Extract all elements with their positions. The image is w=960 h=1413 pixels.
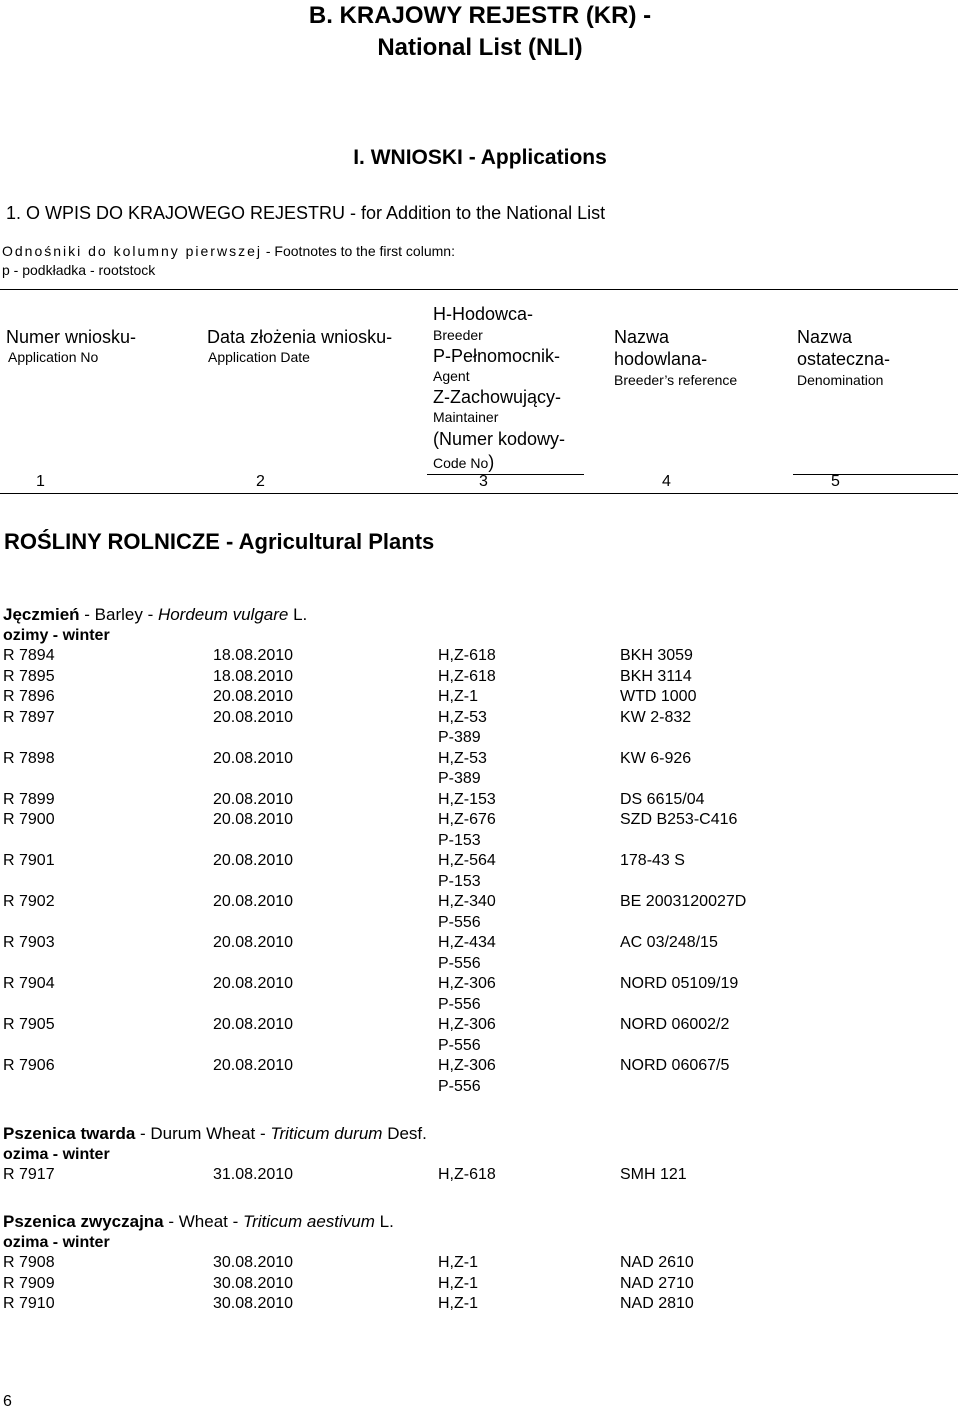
application-number: R 7901 <box>3 852 55 869</box>
application-date: 20.08.2010 <box>213 688 294 705</box>
crop-heading <box>3 605 307 625</box>
col5-number-rule <box>793 474 958 475</box>
col3-header-l7: (Numer kodowy- <box>433 429 566 449</box>
col3-header-l2: Breeder <box>433 327 483 343</box>
col3-header-code-no: Code No <box>433 455 489 471</box>
breeder-code: H,Z-340 <box>438 893 496 910</box>
breeder-reference: NORD 06002/2 <box>620 1016 730 1033</box>
col1-header-en: Application No <box>8 349 99 365</box>
breeder-code: H,Z-306 <box>438 1057 496 1074</box>
crop-latin-name: Triticum aestivum <box>243 1212 375 1231</box>
breeder-reference: DS 6615/04 <box>620 790 705 808</box>
application-number: R 7903 <box>3 934 55 951</box>
agent-code: P-389 <box>438 729 481 746</box>
col3-header-l4: Agent <box>433 368 470 384</box>
application-number: R 7900 <box>3 811 55 828</box>
agent-code: P-153 <box>438 831 481 849</box>
application-date: 20.08.2010 <box>213 708 294 726</box>
application-number: R 7894 <box>3 647 55 664</box>
breeder-code: H,Z-676 <box>438 811 496 828</box>
breeder-reference: BE 2003120027D <box>620 893 747 910</box>
application-number: R 7908 <box>3 1254 55 1271</box>
breeder-reference: SMH 121 <box>620 1166 687 1183</box>
breeder-reference: AC 03/248/15 <box>620 934 718 951</box>
crop-name-pl: Pszenica zwyczajna <box>3 1212 164 1231</box>
breeder-reference: KW 6-926 <box>620 749 692 767</box>
application-date: 20.08.2010 <box>213 893 294 910</box>
breeder-reference: 178-43 S <box>620 852 685 869</box>
col4-header-l2: hodowlana- <box>614 349 708 369</box>
footnote-en: - Footnotes to the first column: <box>261 243 455 259</box>
header-bottom-rule <box>0 493 958 494</box>
section-heading: I. WNIOSKI - Applications <box>353 146 607 169</box>
breeder-reference: NAD 2710 <box>620 1274 694 1292</box>
crop-heading <box>3 1124 427 1144</box>
application-date: 20.08.2010 <box>213 790 294 808</box>
agent-code: P-153 <box>438 872 481 890</box>
col3-header-l1: H-Hodowca- <box>433 304 534 324</box>
page-number: 6 <box>3 1393 12 1410</box>
document-title-line1: B. KRAJOWY REJESTR (KR) - <box>308 2 652 29</box>
col3-header-l8 <box>433 452 494 473</box>
crop-latin-name: Hordeum vulgare <box>157 605 289 624</box>
agent-code: P-556 <box>438 1036 481 1054</box>
breeder-code: H,Z-53 <box>438 708 487 726</box>
column-number-1: 1 <box>36 473 45 490</box>
application-number: R 7899 <box>3 790 55 808</box>
application-date: 20.08.2010 <box>213 975 294 992</box>
column-number-3: 3 <box>479 473 488 490</box>
crop-authority: L. <box>374 1212 394 1231</box>
breeder-code: H,Z-618 <box>438 1166 496 1183</box>
application-date: 20.08.2010 <box>213 934 294 951</box>
breeder-reference: NAD 2810 <box>620 1295 694 1312</box>
season-label: ozima - winter <box>3 1146 110 1163</box>
application-date: 18.08.2010 <box>213 647 294 664</box>
column-number-5: 5 <box>831 473 840 490</box>
breeder-code: H,Z-53 <box>438 749 487 767</box>
season-label: ozimy - winter <box>3 627 110 644</box>
header-top-rule <box>0 289 958 290</box>
crop-latin-name: Triticum durum <box>270 1124 383 1143</box>
breeder-code: H,Z-618 <box>438 647 496 664</box>
application-number: R 7898 <box>3 749 55 767</box>
column-number-4: 4 <box>662 473 671 490</box>
breeder-reference: NORD 06067/5 <box>620 1057 730 1074</box>
agent-code: P-556 <box>438 913 481 931</box>
application-number: R 7906 <box>3 1057 55 1074</box>
col1-header-pl: Numer wniosku- <box>6 327 137 347</box>
crop-name-en: - Durum Wheat - <box>135 1124 271 1143</box>
crop-name-en: - Barley - <box>79 605 158 624</box>
breeder-code: H,Z-1 <box>438 688 478 705</box>
application-date: 20.08.2010 <box>213 1016 294 1033</box>
application-date: 31.08.2010 <box>213 1166 294 1183</box>
breeder-reference: NORD 05109/19 <box>620 975 739 992</box>
col5-header-l3: Denomination <box>797 372 884 388</box>
application-number: R 7910 <box>3 1295 55 1312</box>
application-number: R 7895 <box>3 667 55 685</box>
col2-header-en: Application Date <box>208 349 310 365</box>
crop-authority: Desf. <box>382 1124 427 1143</box>
column-number-2: 2 <box>256 473 265 490</box>
subsection-heading: 1. O WPIS DO KRAJOWEGO REJESTRU - for Addition to the National List <box>6 203 606 223</box>
breeder-code: H,Z-306 <box>438 1016 496 1033</box>
document-title-line2: National List (NLI) <box>377 34 583 61</box>
breeder-reference: BKH 3114 <box>620 667 692 685</box>
plants-section-title: ROŚLINY ROLNICZE - Agricultural Plants <box>4 529 435 554</box>
breeder-code: H,Z-564 <box>438 852 496 869</box>
breeder-code: H,Z-153 <box>438 790 496 808</box>
application-date: 30.08.2010 <box>213 1295 294 1312</box>
application-number: R 7902 <box>3 893 55 910</box>
agent-code: P-556 <box>438 995 481 1013</box>
breeder-reference: SZD B253-C416 <box>620 811 738 828</box>
agent-code: P-556 <box>438 954 481 972</box>
breeder-code: H,Z-306 <box>438 975 496 992</box>
application-date: 18.08.2010 <box>213 667 294 685</box>
agent-code: P-556 <box>438 1077 481 1095</box>
col3-header-paren: ) <box>488 452 495 472</box>
col5-header-l2: ostateczna- <box>797 349 891 369</box>
footnote-line1 <box>2 243 455 259</box>
col3-header-l6: Maintainer <box>433 409 499 425</box>
col5-header-l1: Nazwa <box>797 327 853 347</box>
application-date: 30.08.2010 <box>213 1254 294 1271</box>
breeder-code: H,Z-1 <box>438 1274 478 1292</box>
application-number: R 7909 <box>3 1274 55 1292</box>
agent-code: P-389 <box>438 770 481 787</box>
breeder-reference: BKH 3059 <box>620 647 693 664</box>
application-number: R 7897 <box>3 708 55 726</box>
col3-header-l3: P-Pełnomocnik- <box>433 346 561 366</box>
application-date: 20.08.2010 <box>213 811 294 828</box>
footnote-pl: Odnośniki do kolumny pierwszej <box>2 243 262 259</box>
footnote-line2: p - podkładka - rootstock <box>2 262 156 278</box>
application-date: 20.08.2010 <box>213 852 294 869</box>
breeder-code: H,Z-434 <box>438 934 496 951</box>
application-number: R 7917 <box>3 1166 55 1183</box>
breeder-reference: WTD 1000 <box>620 688 697 705</box>
col3-number-rule <box>427 474 584 475</box>
breeder-code: H,Z-1 <box>438 1295 478 1312</box>
application-number: R 7904 <box>3 975 55 992</box>
application-date: 30.08.2010 <box>213 1274 294 1292</box>
crop-name-en: - Wheat - <box>163 1212 243 1231</box>
application-date: 20.08.2010 <box>213 1057 294 1074</box>
crop-authority: L. <box>288 605 308 624</box>
col3-header-l5: Z-Zachowujący- <box>433 387 562 407</box>
breeder-reference: KW 2-832 <box>620 708 692 726</box>
season-label: ozima - winter <box>3 1234 110 1251</box>
breeder-reference: NAD 2610 <box>620 1254 694 1271</box>
crop-heading <box>3 1212 394 1232</box>
breeder-code: H,Z-1 <box>438 1254 478 1271</box>
application-date: 20.08.2010 <box>213 749 294 767</box>
crop-name-pl: Pszenica twarda <box>3 1124 136 1143</box>
col4-header-l3: Breeder’s reference <box>614 372 738 388</box>
col4-header-l1: Nazwa <box>614 327 670 347</box>
application-number: R 7896 <box>3 688 55 705</box>
crop-name-pl: Jęczmień <box>3 605 80 624</box>
breeder-code: H,Z-618 <box>438 667 496 685</box>
col2-header-pl: Data złożenia wniosku- <box>207 327 393 347</box>
application-number: R 7905 <box>3 1016 55 1033</box>
